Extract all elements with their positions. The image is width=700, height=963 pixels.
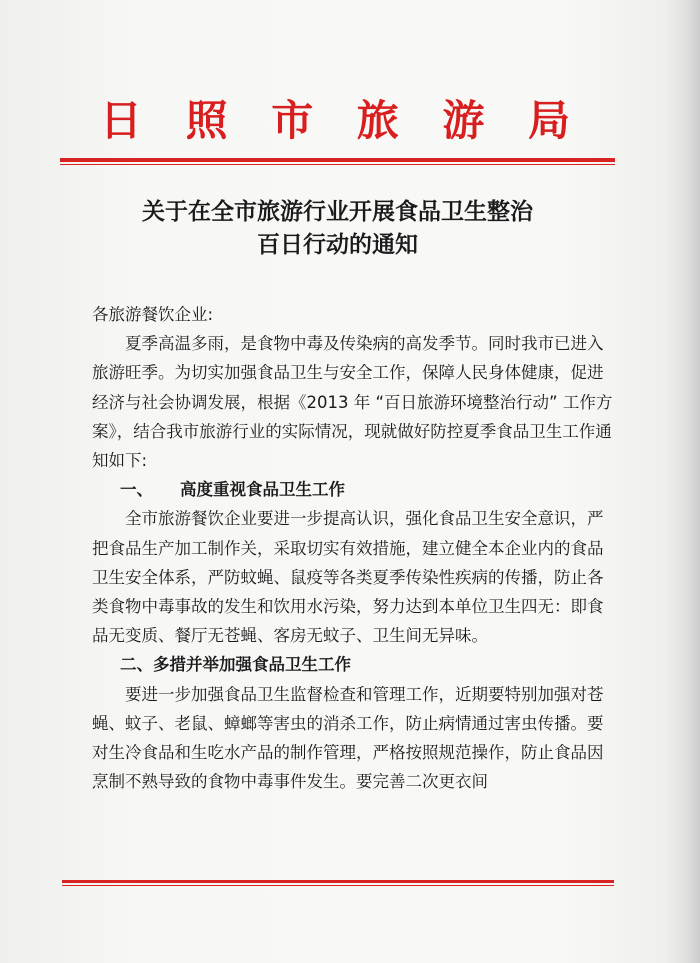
red-header-rule — [60, 158, 615, 162]
red-header-rule-thin — [60, 164, 615, 165]
section-1-number: 一、 — [120, 480, 153, 500]
section-2-heading: 二、多措并举加强食品卫生工作 — [120, 655, 351, 675]
document-title — [60, 195, 615, 261]
agency-char: 局 — [527, 96, 570, 145]
scan-edge-shadow — [666, 0, 700, 963]
agency-char: 旅 — [356, 96, 399, 145]
title-line-2: 百日行动的通知 — [257, 231, 418, 258]
document-body — [92, 300, 614, 796]
salutation: 各旅游餐饮企业: — [92, 305, 214, 324]
section-1-paragraph: 全市旅游餐饮企业要进一步提高认识，强化食品卫生安全意识，严把食品生产加工制作关，采取切实有效措施，建立健全本企业内的食品卫生安全体系，严防蚊蝇、鼠疫等各类夏季传染性疾病的传播，防止各类食物中毒事故的发生和饮用水污染，努力达到本单位卫生四无：即食品无变质、餐厅无苍蝇、客房无蚊子、卫生间无异味。 — [92, 509, 604, 646]
agency-letterhead — [100, 88, 570, 148]
section-1-heading — [92, 475, 614, 504]
agency-char: 游 — [442, 96, 485, 145]
agency-char: 照 — [185, 96, 228, 145]
agency-char: 市 — [271, 96, 314, 145]
section-2-paragraph: 要进一步加强食品卫生监督检查和管理工作，近期要特别加强对苍蝇、蚊子、老鼠、蟑螂等害虫的消杀工作，防止病情通过害虫传播。要对生冷食品和生吃水产品的制作管理，严格按照规范操作，防止食品因烹制不熟导致的食物中毒事件发生。要完善二次更衣间 — [92, 684, 604, 792]
red-footer-rule — [62, 880, 614, 883]
section-1-title: 高度重视食品卫生工作 — [180, 480, 345, 500]
title-line-1: 关于在全市旅游行业开展食品卫生整治 — [142, 198, 533, 225]
red-footer-rule-thin — [62, 885, 614, 886]
agency-char: 日 — [100, 96, 143, 145]
intro-paragraph: 夏季高温多雨，是食物中毒及传染病的高发季节。同时我市已进入旅游旺季。为切实加强食品卫生与安全工作，保障人民身体健康，促进经济与社会协调发展，根据《2013 年 “百日旅游环境整治行动” 工作方案》，结合我市旅游行业的实际情况，现就做好防控夏季食品卫生工作通知如下: — [92, 334, 613, 471]
